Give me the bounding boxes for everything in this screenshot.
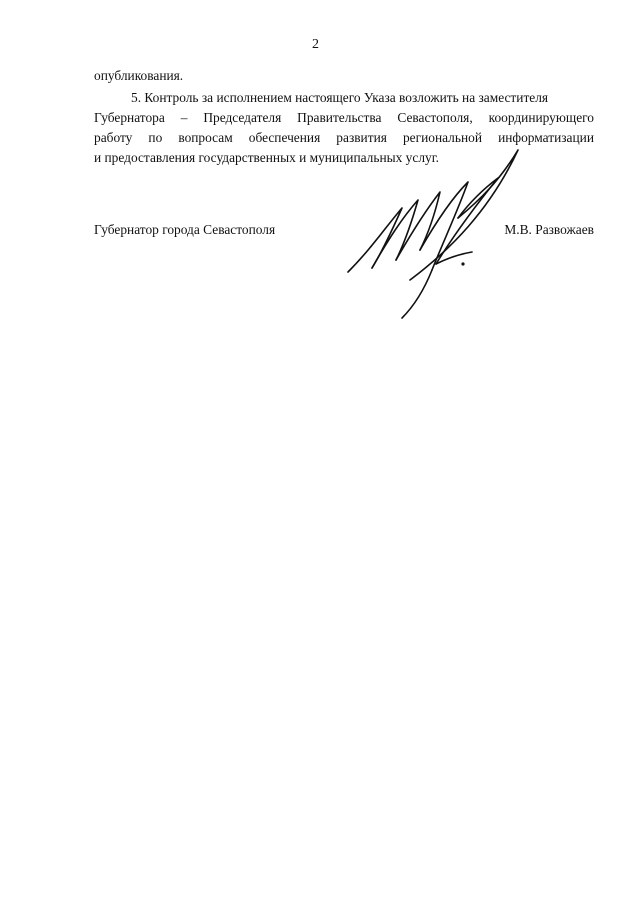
signer-name: М.В. Развожаев bbox=[504, 222, 594, 237]
signer-position: Губернатор города Севастополя bbox=[94, 222, 276, 237]
page-number: 2 bbox=[312, 37, 319, 52]
paragraph-line: 5. Контроль за исполнением настоящего Указа возложить на заместителя bbox=[131, 90, 549, 105]
paragraph-line: Губернатора – Председателя Правительства Севастополя, координирующего bbox=[94, 110, 594, 125]
handwritten-signature-icon bbox=[340, 140, 540, 325]
paragraph-line: и предоставления государственных и муниципальных услуг. bbox=[94, 150, 440, 165]
paragraph-line: опубликования. bbox=[94, 68, 184, 83]
paragraph-line: работу по вопросам обеспечения развития региональной информатизации bbox=[94, 130, 594, 145]
